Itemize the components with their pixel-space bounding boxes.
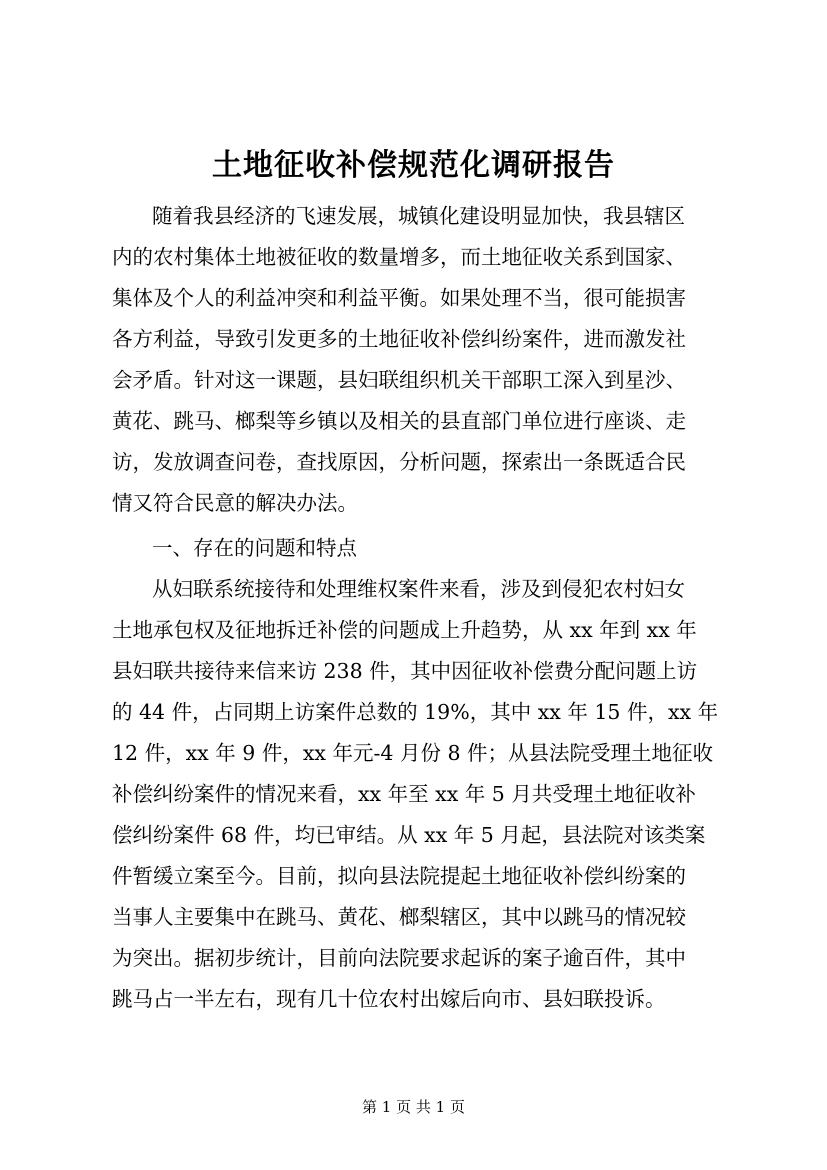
paragraph-line: 各方利益，导致引发更多的土地征收补偿纠纷案件，进而激发社 [112,327,686,351]
section-heading: 一、存在的问题和特点 [152,536,357,560]
paragraph-line: 内的农村集体土地被征收的数量增多，而土地征收关系到国家、 [112,245,686,269]
paragraph-line: 偿纠纷案件 68 件，均已审结。从 xx 年 5 月起，县法院对该类案 [112,823,706,847]
paragraph-line: 情又符合民意的解决办法。 [112,491,358,515]
paragraph-line: 访，发放调查问卷，查找原因，分析问题，探索出一条既适合民 [112,450,686,474]
paragraph-line: 件暂缓立案至今。目前，拟向县法院提起土地征收补偿纠纷案的 [112,864,686,888]
page-footer: 第 1 页 共 1 页 [362,1098,465,1116]
paragraph-line: 土地承包权及征地拆迁补偿的问题成上升趋势，从 xx 年到 xx 年 [112,618,697,642]
paragraph-line: 跳马占一半左右，现有几十位农村出嫁后向市、县妇联投诉。 [112,987,666,1011]
paragraph-line: 补偿纠纷案件的情况来看，xx 年至 xx 年 5 月共受理土地征收补 [112,782,696,806]
paragraph-line: 县妇联共接待来信来访 238 件，其中因征收补偿费分配问题上访 [112,659,698,683]
document-title: 土地征收补偿规范化调研报告 [212,148,615,183]
paragraph-line: 的 44 件，占同期上访案件总数的 19%，其中 xx 年 15 件，xx 年 [112,700,719,724]
paragraph-line: 为突出。据初步统计，目前向法院要求起诉的案子逾百件，其中 [112,946,686,970]
paragraph-line: 黄花、跳马、榔梨等乡镇以及相关的县直部门单位进行座谈、走 [112,409,686,433]
paragraph-line: 从妇联系统接待和处理维权案件来看，涉及到侵犯农村妇女 [152,577,685,601]
paragraph-line: 当事人主要集中在跳马、黄花、榔梨辖区，其中以跳马的情况较 [112,905,686,929]
paragraph-line: 会矛盾。针对这一课题，县妇联组织机关干部职工深入到星沙、 [112,368,686,392]
paragraph-line: 12 件，xx 年 9 件，xx 年元-4 月份 8 件；从县法院受理土地征收 [112,741,714,765]
paragraph-line: 集体及个人的利益冲突和利益平衡。如果处理不当，很可能损害 [112,286,686,310]
paragraph-line: 随着我县经济的飞速发展，城镇化建设明显加快，我县辖区 [152,204,685,228]
